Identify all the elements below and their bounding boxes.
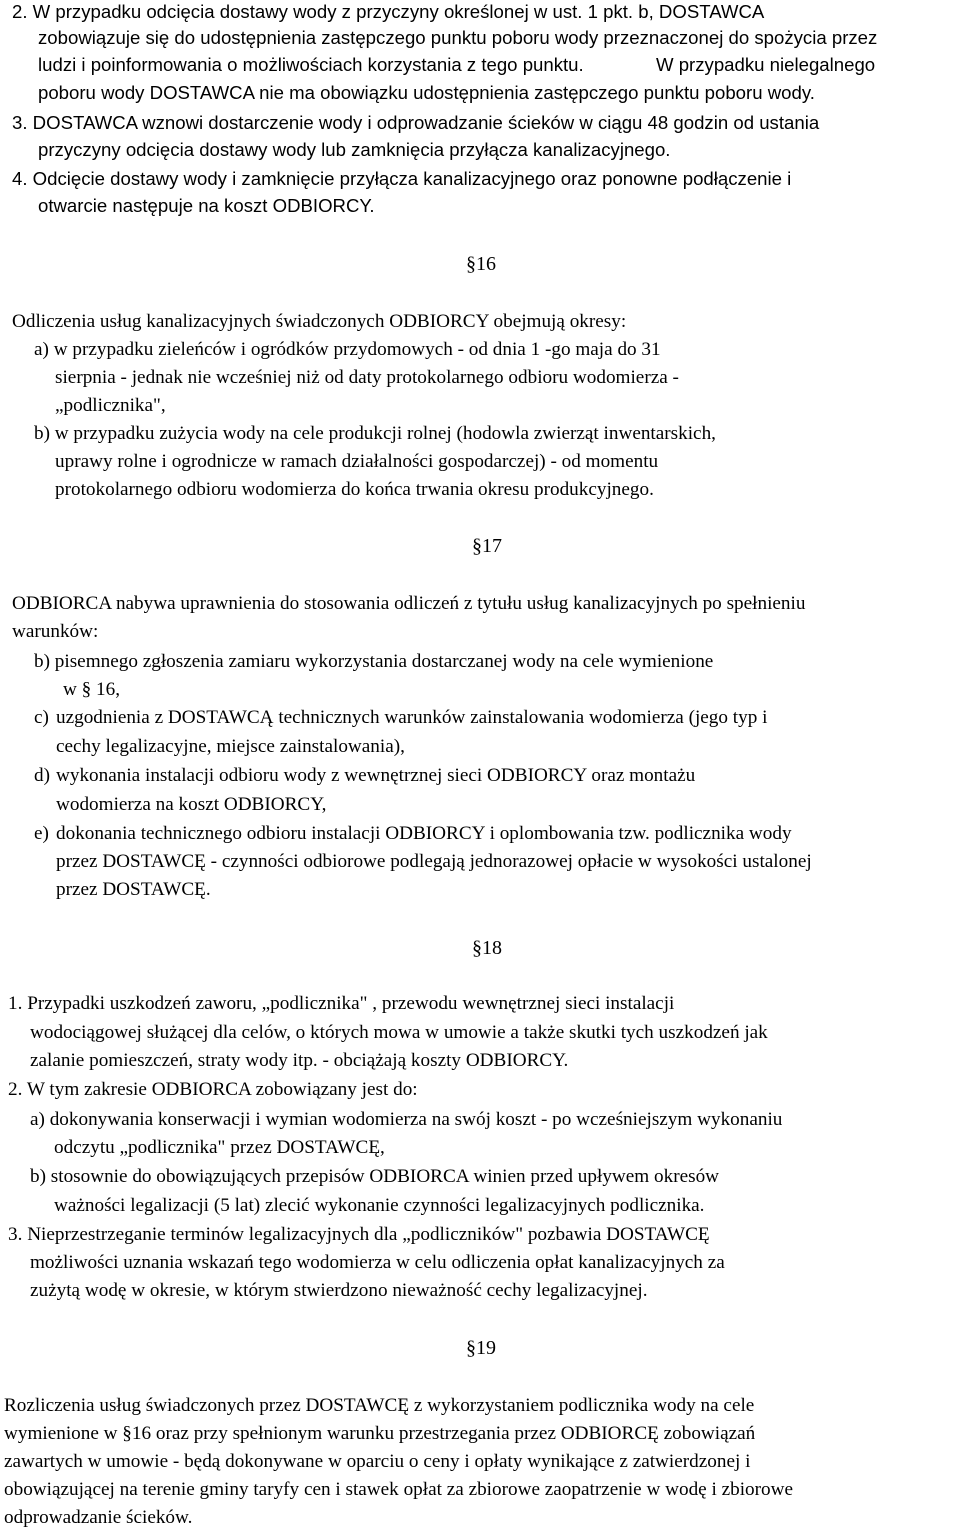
s18-p2-b-line-2: ważności legalizacji (5 lat) zlecić wykonanie czynności legalizacyjnych podlicznika.: [54, 1195, 705, 1216]
s16-b-line-1: b) w przypadku zużycia wody na cele produkcji rolnej (hodowla zwierząt inwentarskich,: [34, 423, 716, 444]
s18-p1-line-2: wodociągowej służącej dla celów, o których mowa w umowie a także skutki tych uszkodzeń jak: [30, 1022, 768, 1043]
s17-d-label: d): [34, 765, 50, 786]
s19-line-4: obowiązującej na terenie gminy taryfy cen i stawek opłat za zbiorowe zaopatrzenie w wodę i zbiorowe: [4, 1479, 794, 1500]
section-17-heading: §17: [472, 535, 502, 557]
s18-p3-line-2: możliwości uznania wskazań tego wodomierza w celu odliczenia opłat kanalizacyjnych za: [30, 1252, 725, 1273]
s17-intro-line-2: warunków:: [12, 621, 99, 642]
s17-e-label: e): [34, 823, 49, 844]
s17-e-line-3: przez DOSTAWCĘ.: [56, 879, 211, 900]
s17-c-label: c): [34, 707, 49, 728]
s17-d-line-1: wykonania instalacji odbioru wody z wewnętrznej sieci ODBIORCY oraz montażu: [56, 765, 696, 786]
section-18-heading: §18: [472, 937, 502, 959]
item-2-line-4: poboru wody DOSTAWCA nie ma obowiązku udostępnienia zastępczego punktu poboru wody.: [38, 82, 815, 103]
s17-b-line-1: b) pisemnego zgłoszenia zamiaru wykorzystania dostarczanej wody na cele wymienione: [34, 651, 714, 672]
item-2-line-3: ludzi i poinformowania o możliwościach korzystania z tego punktu.: [38, 54, 584, 75]
s17-e-line-1: dokonania technicznego odbioru instalacji ODBIORCY i oplombowania tzw. podlicznika wody: [56, 823, 792, 844]
item-3-line-1: 3. DOSTAWCA wznowi dostarczenie wody i odprowadzanie ścieków w ciągu 48 godzin od ustania: [12, 112, 820, 133]
item-2-line-2: zobowiązuje się do udostępnienia zastępczego punktu poboru wody przeznaczonej do spożycia przez: [38, 27, 878, 48]
item-4-line-1: 4. Odcięcie dostawy wody i zamknięcie przyłącza kanalizacyjnego oraz ponowne podłączenie i: [12, 168, 792, 189]
item-2-line-1: 2. W przypadku odcięcia dostawy wody z przyczyny określonej w ust. 1 pkt. b, DOSTAWCA: [12, 1, 765, 22]
s17-c-line-1: uzgodnienia z DOSTAWCĄ technicznych warunków zainstalowania wodomierza (jego typ i: [56, 707, 768, 728]
s18-p2-a-line-1: a) dokonywania konserwacji i wymian wodomierza na swój koszt - po wcześniejszym wykonaniu: [30, 1109, 783, 1130]
s19-line-1: Rozliczenia usług świadczonych przez DOSTAWCĘ z wykorzystaniem podlicznika wody na cele: [4, 1395, 755, 1416]
item-4-line-2: otwarcie następuje na koszt ODBIORCY.: [38, 195, 375, 216]
s16-a-line-2: sierpnia - jednak nie wcześniej niż od daty protokolarnego odbioru wodomierza -: [55, 367, 679, 388]
s19-line-3: zawartych w umowie - będą dokonywane w oparciu o ceny i opłaty wynikające z zatwierdzonej i: [4, 1451, 751, 1472]
s17-e-line-2: przez DOSTAWCĘ - czynności odbiorowe podlegają jednorazowej opłacie w wysokości ustalonej: [56, 851, 812, 872]
s18-p2-line-1: 2. W tym zakresie ODBIORCA zobowiązany jest do:: [8, 1079, 418, 1100]
s18-p1-line-3: zalanie pomieszczeń, straty wody itp. - obciążają koszty ODBIORCY.: [30, 1050, 569, 1071]
s18-p2-a-line-2: odczytu „podlicznika" przez DOSTAWCĘ,: [54, 1137, 385, 1158]
s16-intro: Odliczenia usług kanalizacyjnych świadczonych ODBIORCY obejmują okresy:: [12, 311, 627, 332]
section-19-heading: §19: [466, 1337, 496, 1359]
s18-p3-line-3: zużytą wodę w okresie, w którym stwierdzono nieważność cechy legalizacyjnej.: [30, 1280, 648, 1301]
s17-intro-line-1: ODBIORCA nabywa uprawnienia do stosowania odliczeń z tytułu usług kanalizacyjnych po spełnieniu: [12, 593, 806, 614]
s19-line-5: odprowadzanie ścieków.: [4, 1507, 193, 1528]
s18-p3-line-1: 3. Nieprzestrzeganie terminów legalizacyjnych dla „podliczników" pozbawia DOSTAWCĘ: [8, 1224, 710, 1245]
s17-b-line-2: w § 16,: [63, 679, 121, 700]
s16-a-line-3: „podlicznika",: [55, 395, 166, 416]
s18-p2-b-line-1: b) stosownie do obowiązujących przepisów ODBIORCA winien przed upływem okresów: [30, 1166, 720, 1187]
s17-d-line-2: wodomierza na koszt ODBIORCY,: [56, 794, 327, 815]
s16-b-line-3: protokolarnego odbioru wodomierza do końca trwania okresu produkcyjnego.: [55, 479, 654, 500]
s18-p1-line-1: 1. Przypadki uszkodzeń zaworu, „podlicznika" , przewodu wewnętrznej sieci instalacji: [8, 993, 675, 1014]
section-16-heading: §16: [466, 253, 496, 275]
s16-a-line-1: a) w przypadku zieleńców i ogródków przydomowych - od dnia 1 -go maja do 31: [34, 339, 661, 360]
s19-line-2: wymienione w §16 oraz przy spełnionym warunku przestrzegania przez ODBIORCĘ zobowiązań: [4, 1423, 756, 1444]
item-3-line-2: przyczyny odcięcia dostawy wody lub zamknięcia przyłącza kanalizacyjnego.: [38, 139, 671, 160]
s17-c-line-2: cechy legalizacyjne, miejsce zainstalowania),: [56, 736, 405, 757]
s16-b-line-2: uprawy rolne i ogrodnicze w ramach działalności gospodarczej) - od momentu: [55, 451, 659, 472]
item-2-line-3-tail: W przypadku nielegalnego: [656, 54, 876, 75]
